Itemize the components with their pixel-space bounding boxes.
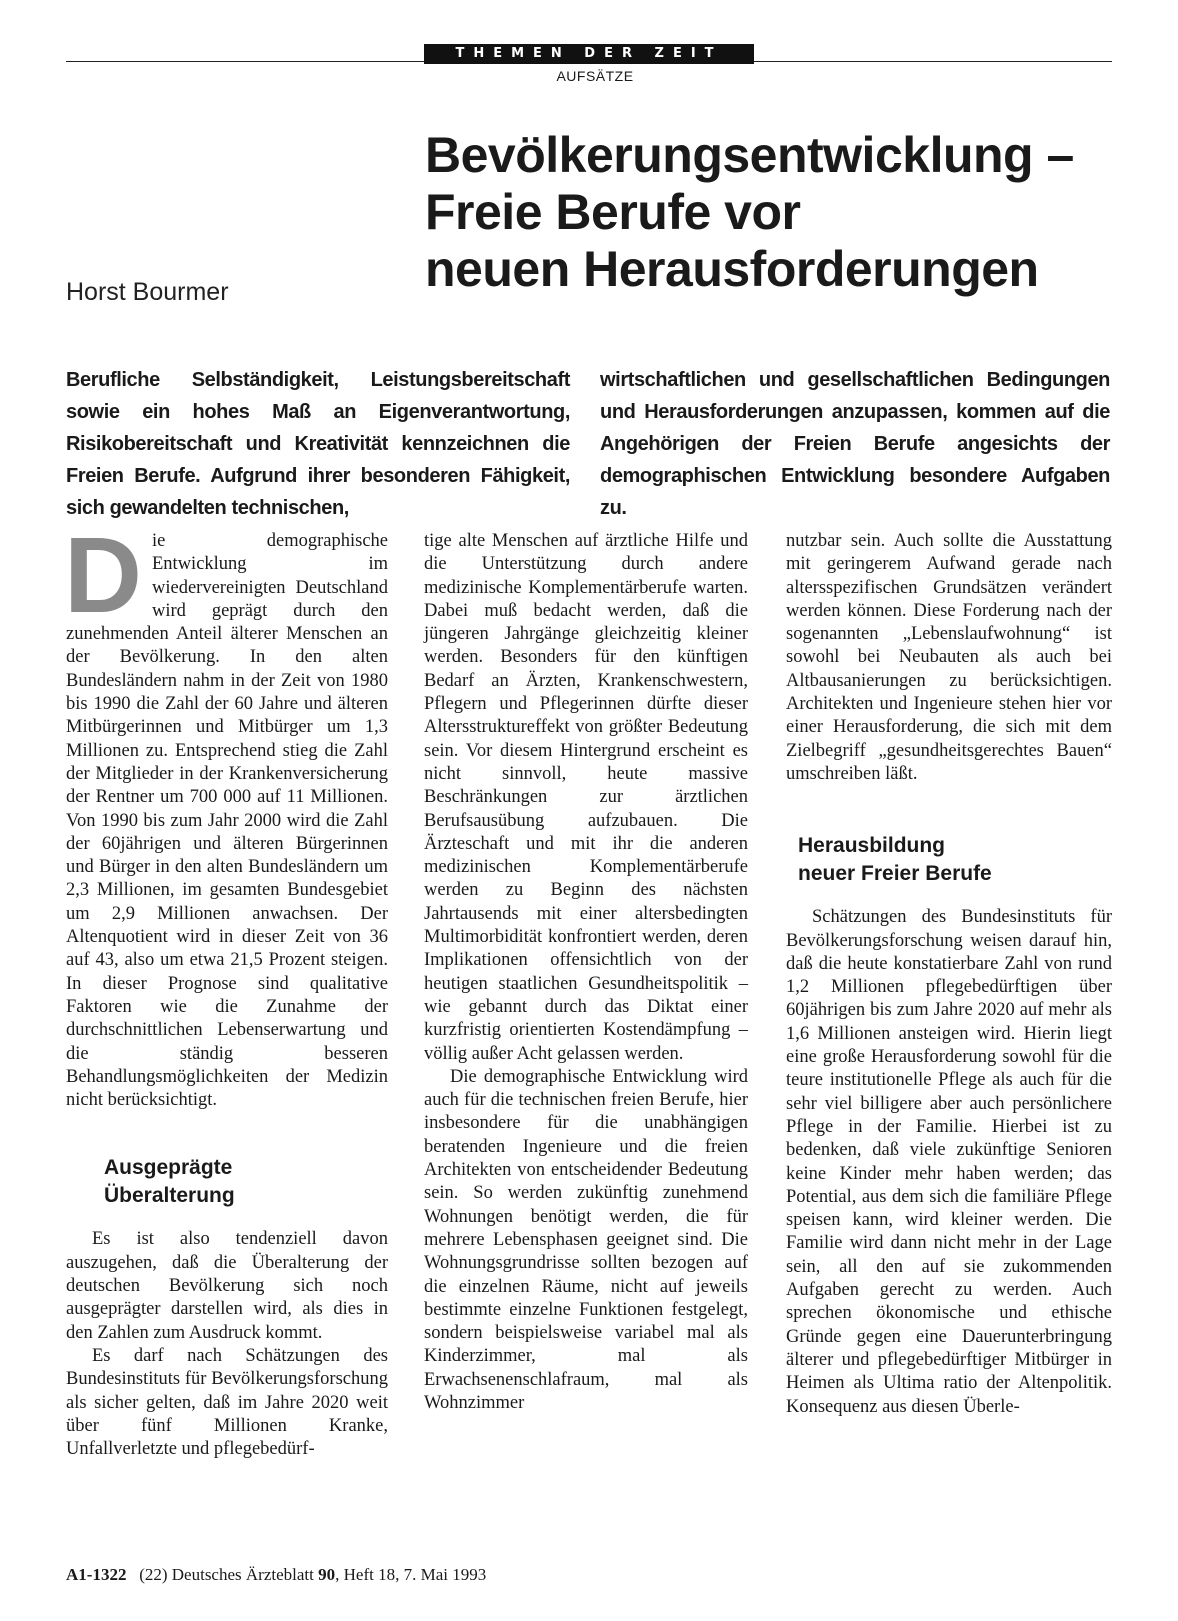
article-title xyxy=(425,127,1145,298)
body-paragraph: Die demographische Entwicklung wird auch für die technischen freien Berufe, hier insbesondere für die unabhängigen beratenden Ingenieure und die freien Architekten von entscheidender Bedeutung sein. So werden zukünftig zunehmend Wohnungen benötigt werden, die für mehrere Lebensphasen geeignet sind. Die Wohnungsgrundrisse sollten bezogen auf die einzelnen Räume, nicht auf jeweils bestimmte einzelne Funktionen festgelegt, sondern beispielsweise variabel mal als Kinderzimmer, mal als Erwachsenenschlafraum, mal als Wohnzimmer xyxy=(424,1066,748,1413)
page-code: A1-1322 xyxy=(66,1565,127,1584)
lead-paragraph-right: wirtschaftlichen und gesellschaftlichen Bedingungen und Herausforderungen anzupassen, kommen auf die Angehörigen der Freien Berufe angesichts der demographischen Entwicklung besondere Aufgaben zu. xyxy=(600,369,1110,519)
heading-line: Ausgeprägte xyxy=(104,1156,233,1180)
body-paragraph: tige alte Menschen auf ärztliche Hilfe und die Unterstützung durch andere medizinische Komplementärberufe warten. Dabei muß bedacht werden, daß die jüngeren Jahrgänge gleichzeitig kleiner werden. Besonders für den künftigen Bedarf an Ärzten, Krankenschwestern, Pflegern und Pflegerinnen dürfte dieser Altersstruktureffekt von größter Bedeutung sein. Vor diesem Hintergrund erscheint es nicht sinnvoll, heute massive Beschränkungen zur ärztlichen Berufsausübung aufzubauen. Die Ärzteschaft und mit ihr die anderen medizinischen Komplementärberufe werden zu Beginn des nächsten Jahrtausends mit einer altersbedingten Multimorbidität konfrontiert werden, deren Implikationen offensichtlich von der heutigen staatlichen Gesundheitspolitik – wie gebannt durch das Diktat einer kurzfristig orientierten Kostendämpfung – völlig außer Acht gelassen werden. xyxy=(424,531,748,1064)
subsection-label: AUFSÄTZE xyxy=(556,68,634,84)
body-paragraph: Es ist also tendenziell davon auszugehen, daß die Überalterung der deutschen Bevölkerung sich noch ausgeprägter darstellen wird, als dies in den Zahlen zum Ausdruck kommt. xyxy=(66,1229,388,1343)
title-line: Bevölkerungsentwicklung – xyxy=(425,127,1074,183)
author-name: Horst Bourmer xyxy=(66,278,229,306)
heading-line: Herausbildung xyxy=(798,834,946,858)
issue-details: , Heft 18, 7. Mai 1993 xyxy=(335,1565,487,1584)
body-paragraph: Schätzungen des Bundesinstituts für Bevölkerungsforschung weisen darauf hin, daß die heute konstatierbare Zahl von rund 1,2 Millionen pflegebedürftigen über 60jährigen bis zum Jahre 2020 auf mehr als 1,6 Millionen ansteigen wird. Hierin liegt eine große Herausforderung sowohl für die teure institutionelle Pflege als auch für die sehr viel billigere aber auch persönlichere Pflege in der Familie. Hierbei ist zu bedenken, daß viele zukünftige Senioren keine Kinder mehr haben werden; das Potential, aus dem sich die familiäre Pflege speisen kann, wird kleiner werden. Die Familie wird dann nicht mehr in der Lage sein, all den auf sie zukommenden Aufgaben gerecht zu werden. Auch sprechen ökonomische und ethische Gründe gegen eine Dauerunterbringung älterer und pflegebedürftiger Mitbürger in Heimen als Ultima ratio der Altenpolitik. Konsequenz aus diesen Überle- xyxy=(786,907,1112,1417)
volume-number: 90 xyxy=(318,1565,336,1584)
section-heading xyxy=(66,1154,388,1210)
section-heading xyxy=(786,832,1112,888)
heading-line: Überalterung xyxy=(104,1184,235,1208)
body-column-1 xyxy=(64,514,388,1461)
title-line: neuen Herausforderungen xyxy=(425,241,1039,297)
body-paragraph xyxy=(64,514,388,1112)
body-paragraph: Es darf nach Schätzungen des Bundesinstituts für Bevölkerungsforschung als sicher gelten, daß im Jahre 2020 weit über fünf Millionen Kranke, Unfallverletzte und pflegebedürf- xyxy=(66,1345,388,1460)
page-footer xyxy=(66,1565,486,1585)
body-column-3 xyxy=(786,530,1112,1419)
drop-cap: D xyxy=(64,514,142,635)
heading-line: neuer Freier Berufe xyxy=(798,862,992,886)
section-label: THEMEN DER ZEIT xyxy=(424,44,754,64)
body-paragraph: nutzbar sein. Auch sollte die Ausstattung mit geringerem Aufwand gerade nach altersspezifischen Grundsätzen verändert werden können. Diese Forderung nach der sogenannten „Lebenslaufwohnung“ ist sowohl bei Neubauten als auch bei Altbausanierungen zu berücksichtigen. Architekten und Ingenieure stehen hier vor einer Herausforderung, die sich mit dem Zielbegriff „gesundheitsgerechtes Bauen“ umschreiben läßt. xyxy=(786,531,1112,784)
lead-paragraph-left: Berufliche Selbständigkeit, Leistungsbereitschaft sowie ein hohes Maß an Eigenverantwortung, Risikobereitschaft und Kreativität kennzeichnen die Freien Berufe. Aufgrund ihrer besonderen Fähigkeit, sich gewandelten technischen, xyxy=(66,369,570,519)
title-line: Freie Berufe vor xyxy=(425,184,801,240)
paragraph-text: ie demographische Entwicklung im wiedervereinigten Deutschland wird geprägt durch den zunehmenden Anteil älterer Menschen an der Bevölkerung. In den alten Bundesländern nahm in der Zeit von 1980 bis 1990 die Zahl der 60 Jahre und älteren Mitbürgerinnen und Mitbürger um 1,3 Millionen zu. Entsprechend stieg die Zahl der Mitglieder in der Krankenversicherung der Rentner um 700 000 auf 11 Millionen. Von 1990 bis zum Jahr 2000 wird die Zahl der 60jährigen und älteren Bürgerinnen und Bürger in den alten Bundesländern um 2,3 Millionen, im gesamten Bundesgebiet um 2,9 Millionen anwachsen. Der Altenquotient wird in dieser Zeit von 36 auf 43, also um etwa 21,5 Prozent steigen. In dieser Prognose sind qualitative Faktoren wie die Zunahme der durchschnittlichen Lebenserwartung und die ständig besseren Behandlungsmöglichkeiten der Medizin nicht berücksichtigt. xyxy=(66,531,388,1111)
journal-name: (22) Deutsches Ärzteblatt xyxy=(139,1565,314,1584)
body-column-2 xyxy=(424,530,748,1415)
